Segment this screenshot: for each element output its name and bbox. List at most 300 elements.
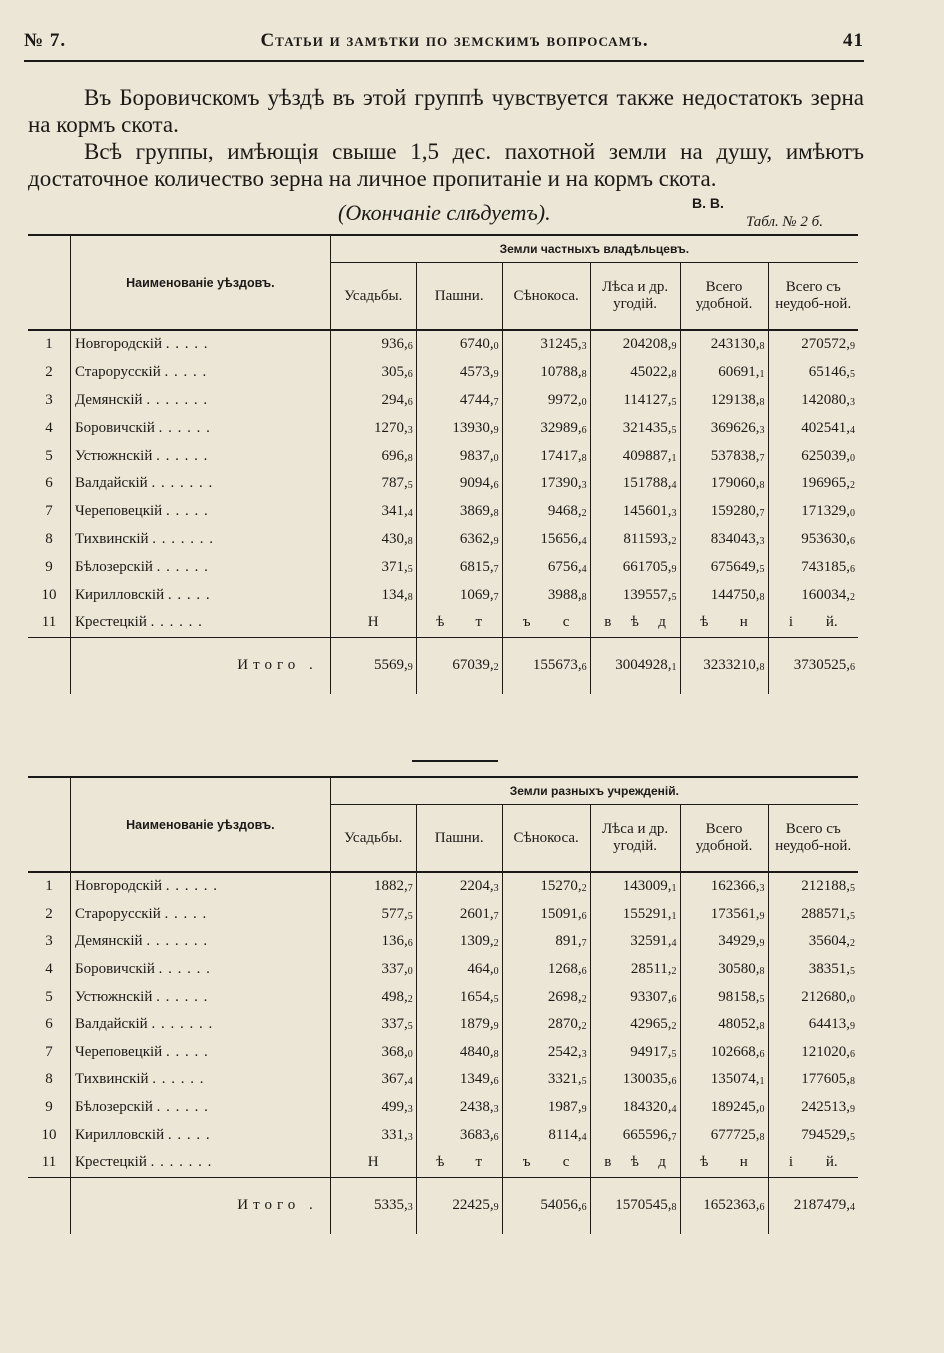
- value-cell: $371,_5$: [330, 553, 416, 581]
- total-row: [28, 637, 858, 694]
- value-decimal: 9: [407, 662, 413, 674]
- value-integer: 13930: [452, 419, 490, 436]
- no-data-cell: [330, 1149, 416, 1177]
- value-decimal: 7: [581, 938, 587, 950]
- value-cell: $102668,_6$: [680, 1039, 768, 1067]
- table-row: [28, 387, 858, 415]
- value-decimal: 2: [407, 993, 413, 1005]
- value-decimal: 1: [759, 369, 765, 381]
- value-integer: 144750: [710, 586, 756, 603]
- leader-dots: . . . . . . .: [151, 475, 214, 492]
- value-decimal: 2: [493, 938, 499, 950]
- value-cell: $3988,_8$: [502, 581, 590, 609]
- value-decimal: 4: [407, 1076, 413, 1088]
- value-cell: $337,_5$: [330, 1011, 416, 1039]
- column-header: Лѣса и др. угодій.: [590, 263, 680, 330]
- row-number: 9: [45, 558, 53, 575]
- value-cell: $98158,_5$: [680, 983, 768, 1011]
- total-row: [28, 1177, 858, 1234]
- value-cell: $144750,_8$: [680, 581, 768, 609]
- no-data-letter: н: [739, 614, 748, 631]
- value-decimal: 6: [581, 424, 587, 436]
- value-decimal: 8: [759, 1131, 765, 1143]
- value-integer: 2870: [547, 1016, 578, 1033]
- value-cell: $184320,_4$: [590, 1094, 680, 1122]
- value-cell: $1268,_6$: [502, 956, 590, 984]
- value-cell: $367,_4$: [330, 1066, 416, 1094]
- value-decimal: 8: [581, 369, 587, 381]
- value-cell: $30580,_8$: [680, 956, 768, 984]
- value-cell: $134,_8$: [330, 581, 416, 609]
- value-integer: 1349: [459, 1071, 490, 1088]
- value-integer: 5335: [373, 1197, 404, 1214]
- district-label: Кирилловскій: [74, 1126, 165, 1143]
- district-name: [70, 1066, 330, 1094]
- value-cell: $9094,_6$: [416, 470, 502, 498]
- value-integer: 173561: [710, 905, 756, 922]
- table-row: [28, 414, 858, 442]
- value-cell: $130035,_6$: [590, 1066, 680, 1094]
- value-cell: $13930,_9$: [416, 414, 502, 442]
- total-value: $22425,_9$: [416, 1177, 502, 1234]
- district-label: Боровичскій: [74, 419, 155, 436]
- value-decimal: 4: [671, 938, 677, 950]
- no-data-cell: [680, 1149, 768, 1177]
- value-decimal: 8: [407, 452, 413, 464]
- value-decimal: 1: [759, 1076, 765, 1088]
- value-cell: $675649,_5$: [680, 553, 768, 581]
- no-data-letter: й.: [825, 614, 838, 631]
- value-decimal: 0: [493, 341, 499, 353]
- value-integer: 371: [381, 558, 404, 575]
- value-cell: $173561,_9$: [680, 901, 768, 929]
- value-cell: $28511,_2$: [590, 956, 680, 984]
- value-decimal: 9: [759, 910, 765, 922]
- value-cell: $9468,_2$: [502, 498, 590, 526]
- value-decimal: 5: [850, 369, 855, 381]
- table-row: [28, 1149, 858, 1177]
- value-integer: 6756: [547, 558, 578, 575]
- value-integer: 270572: [801, 336, 847, 353]
- value-cell: $464,_0$: [416, 956, 502, 984]
- row-number: 6: [45, 475, 53, 492]
- total-spacer: [28, 637, 70, 694]
- value-decimal: 5: [850, 910, 855, 922]
- value-integer: 464: [467, 961, 490, 978]
- value-integer: 212188: [801, 878, 847, 895]
- value-integer: 243130: [710, 336, 756, 353]
- column-header: Всего удобной.: [680, 805, 768, 872]
- row-number: 5: [45, 988, 53, 1005]
- no-data-cell: [590, 609, 680, 637]
- district-label: Валдайскій: [74, 475, 148, 492]
- table-row: [28, 1066, 858, 1094]
- value-cell: $60691,_1$: [680, 359, 768, 387]
- value-decimal: 6: [759, 1048, 765, 1060]
- no-data-letter: ѣ: [700, 1154, 709, 1171]
- institutions-table: [28, 776, 858, 1234]
- value-integer: 64413: [808, 1016, 847, 1033]
- value-cell: $4744,_7$: [416, 387, 502, 415]
- value-decimal: 2: [671, 966, 677, 978]
- table-row: [28, 330, 858, 359]
- value-decimal: 5: [671, 396, 677, 408]
- district-name: [70, 553, 330, 581]
- page-number: 41: [843, 30, 864, 51]
- no-data-cell: [502, 1149, 590, 1177]
- value-decimal: 8: [493, 1048, 499, 1060]
- value-decimal: 3: [759, 883, 765, 895]
- value-cell: $6815,_7$: [416, 553, 502, 581]
- value-decimal: 9: [671, 563, 677, 575]
- value-cell: $136,_6$: [330, 928, 416, 956]
- value-decimal: 3: [407, 424, 413, 436]
- value-integer: 189245: [710, 1099, 756, 1116]
- value-decimal: 5: [407, 910, 413, 922]
- value-cell: $369626,_3$: [680, 414, 768, 442]
- leader-dots: . . . . . .: [150, 614, 203, 631]
- value-decimal: 7: [493, 910, 499, 922]
- value-cell: $2698,_2$: [502, 983, 590, 1011]
- no-data-cell: [416, 609, 502, 637]
- total-value: $3233210,_8$: [680, 637, 768, 694]
- value-integer: 10788: [540, 364, 578, 381]
- value-cell: $243130,_8$: [680, 330, 768, 359]
- leader-dots: . . . . .: [165, 1043, 209, 1060]
- leader-dots: . . . . . .: [152, 1071, 205, 1088]
- issue-number: № 7.: [24, 30, 67, 51]
- value-decimal: 0: [407, 966, 413, 978]
- leader-dots: . . . . . . .: [151, 1016, 214, 1033]
- value-integer: 15270: [540, 878, 578, 895]
- value-integer: 212680: [801, 988, 847, 1005]
- table-label: Табл. № 2 б.: [746, 214, 823, 230]
- table-separator: [412, 760, 498, 762]
- intro-paragraph-1: Въ Боровичскомъ уѣздѣ въ этой группѣ чувствуется также недостатокъ зерна на кормъ скота.: [28, 85, 864, 137]
- value-cell: $15091,_6$: [502, 901, 590, 929]
- value-integer: 3321: [547, 1071, 578, 1088]
- row-number: 7: [45, 503, 53, 520]
- value-decimal: 1: [671, 883, 677, 895]
- value-cell: $151788,_4$: [590, 470, 680, 498]
- value-integer: 15091: [540, 905, 578, 922]
- value-cell: $155291,_1$: [590, 901, 680, 929]
- value-decimal: 5: [671, 1048, 677, 1060]
- value-decimal: 9: [493, 1202, 499, 1214]
- value-integer: 8114: [548, 1126, 578, 1143]
- value-decimal: 8: [759, 591, 765, 603]
- district-name: [70, 330, 330, 359]
- value-integer: 9837: [459, 447, 490, 464]
- value-integer: 130035: [622, 1071, 668, 1088]
- district-label: Устюжнскій: [74, 447, 153, 464]
- value-integer: 1268: [547, 961, 578, 978]
- number-header: [28, 778, 70, 871]
- value-cell: $696,_8$: [330, 442, 416, 470]
- value-cell: $1879,_9$: [416, 1011, 502, 1039]
- value-cell: $1349,_6$: [416, 1066, 502, 1094]
- value-decimal: 3: [581, 480, 587, 492]
- value-decimal: 2: [493, 662, 499, 674]
- table-row: [28, 526, 858, 554]
- value-decimal: 6: [581, 662, 587, 674]
- value-integer: 625039: [801, 447, 847, 464]
- value-integer: 743185: [801, 558, 847, 575]
- table-row: [28, 609, 858, 637]
- row-number: 3: [45, 933, 53, 950]
- value-cell: $811593,_2$: [590, 526, 680, 554]
- value-decimal: 9: [671, 341, 677, 353]
- value-decimal: 5: [671, 424, 677, 436]
- value-cell: $288571,_5$: [768, 901, 858, 929]
- district-label: Бѣлозерскій: [74, 558, 153, 575]
- district-name: [70, 1121, 330, 1149]
- column-header: Усадьбы.: [330, 263, 416, 330]
- value-cell: $8114,_4$: [502, 1121, 590, 1149]
- value-cell: $2870,_2$: [502, 1011, 590, 1039]
- value-integer: 794529: [801, 1126, 847, 1143]
- value-integer: 35604: [808, 933, 847, 950]
- value-integer: 3233210: [703, 657, 756, 674]
- value-cell: $189245,_0$: [680, 1094, 768, 1122]
- value-decimal: 8: [493, 508, 499, 520]
- value-decimal: 9: [581, 1104, 587, 1116]
- value-decimal: 9: [493, 535, 499, 547]
- value-decimal: 3: [759, 535, 765, 547]
- value-integer: 294: [381, 391, 404, 408]
- value-decimal: 4: [671, 480, 677, 492]
- value-cell: $294,_6$: [330, 387, 416, 415]
- value-integer: 38351: [808, 961, 847, 978]
- value-decimal: 6: [581, 1202, 587, 1214]
- value-decimal: 9: [493, 424, 499, 436]
- value-decimal: 3: [581, 341, 587, 353]
- value-integer: 136: [381, 933, 404, 950]
- value-integer: 1652363: [703, 1197, 756, 1214]
- value-integer: 17390: [540, 475, 578, 492]
- value-cell: $121020,_6$: [768, 1039, 858, 1067]
- value-integer: 159280: [710, 503, 756, 520]
- no-data-cell: [416, 1149, 502, 1177]
- author-signature: В. В.: [692, 195, 724, 211]
- district-label: Старорусскій: [74, 364, 161, 381]
- row-number: 1: [45, 878, 53, 895]
- district-name: [70, 442, 330, 470]
- value-integer: 34929: [718, 933, 756, 950]
- value-cell: $212188,_5$: [768, 872, 858, 901]
- value-decimal: 7: [493, 563, 499, 575]
- value-integer: 288571: [801, 905, 847, 922]
- value-cell: $1987,_9$: [502, 1094, 590, 1122]
- no-data-letter: т: [475, 614, 483, 631]
- value-cell: $135074,_1$: [680, 1066, 768, 1094]
- value-cell: $625039,_0$: [768, 442, 858, 470]
- value-decimal: 4: [581, 535, 587, 547]
- value-integer: 1882: [373, 878, 404, 895]
- value-cell: $3321,_5$: [502, 1066, 590, 1094]
- value-integer: 675649: [710, 558, 756, 575]
- value-integer: 787: [381, 475, 404, 492]
- value-integer: 196965: [801, 475, 847, 492]
- leader-dots: . . . . .: [164, 905, 208, 922]
- value-decimal: 7: [493, 396, 499, 408]
- value-integer: 665596: [622, 1126, 668, 1143]
- value-decimal: 7: [671, 1131, 677, 1143]
- value-decimal: 6: [407, 369, 413, 381]
- value-integer: 65146: [808, 364, 847, 381]
- value-decimal: 0: [850, 993, 855, 1005]
- leader-dots: . . . . . . .: [152, 530, 215, 547]
- value-decimal: 8: [671, 369, 677, 381]
- value-cell: $331,_3$: [330, 1121, 416, 1149]
- value-decimal: 3: [581, 1048, 587, 1060]
- value-integer: 28511: [630, 961, 668, 978]
- value-integer: 3004928: [615, 657, 668, 674]
- value-integer: 98158: [718, 988, 756, 1005]
- value-integer: 145601: [622, 503, 668, 520]
- value-integer: 6740: [459, 336, 490, 353]
- value-cell: $1270,_3$: [330, 414, 416, 442]
- value-integer: 430: [381, 530, 404, 547]
- value-decimal: 8: [581, 591, 587, 603]
- value-decimal: 8: [581, 452, 587, 464]
- value-cell: $177605,_8$: [768, 1066, 858, 1094]
- value-decimal: 1: [671, 452, 677, 464]
- table-row: [28, 581, 858, 609]
- value-integer: 811593: [623, 530, 668, 547]
- value-cell: $743185,_6$: [768, 553, 858, 581]
- no-data-letter: Н: [367, 614, 379, 631]
- value-cell: $114127,_5$: [590, 387, 680, 415]
- value-decimal: 9: [493, 1021, 499, 1033]
- leader-dots: . . . . . .: [158, 961, 211, 978]
- value-integer: 3988: [547, 586, 578, 603]
- value-integer: 1654: [459, 988, 490, 1005]
- row-number: 11: [41, 614, 57, 631]
- value-integer: 6362: [459, 530, 490, 547]
- value-decimal: 8: [759, 1021, 765, 1033]
- value-decimal: 0: [850, 508, 855, 520]
- district-name-header: Наименованіе уѣздовъ.: [70, 236, 330, 329]
- value-integer: 331: [381, 1126, 404, 1143]
- value-cell: $15270,_2$: [502, 872, 590, 901]
- value-cell: $2438,_3$: [416, 1094, 502, 1122]
- table-row: [28, 1094, 858, 1122]
- value-integer: 32591: [630, 933, 668, 950]
- value-cell: $10788,_8$: [502, 359, 590, 387]
- district-label: Боровичскій: [74, 961, 155, 978]
- value-cell: $45022,_8$: [590, 359, 680, 387]
- value-decimal: 8: [759, 966, 765, 978]
- no-data-cell: [502, 609, 590, 637]
- row-number: 2: [45, 364, 53, 381]
- value-integer: 204208: [622, 336, 668, 353]
- value-cell: $341,_4$: [330, 498, 416, 526]
- value-decimal: 9: [493, 369, 499, 381]
- value-decimal: 3: [407, 1104, 413, 1116]
- value-decimal: 6: [850, 662, 855, 674]
- no-data-cell: [330, 609, 416, 637]
- district-name: [70, 1011, 330, 1039]
- value-cell: $15656,_4$: [502, 526, 590, 554]
- value-cell: $936,_6$: [330, 330, 416, 359]
- district-label: Демянскій: [74, 933, 143, 950]
- header-rule: [24, 60, 864, 62]
- intro-text: [28, 84, 864, 192]
- column-header: Сѣнокоса.: [502, 805, 590, 872]
- continuation-note: (Окончаніе слѣдуетъ).: [338, 200, 551, 225]
- district-label: Устюжнскій: [74, 988, 153, 1005]
- value-cell: $4573,_9$: [416, 359, 502, 387]
- value-decimal: 2: [671, 1021, 677, 1033]
- value-decimal: 6: [850, 563, 855, 575]
- column-header: Всего удобной.: [680, 263, 768, 330]
- no-data-letter: д: [658, 1154, 666, 1171]
- value-integer: 537838: [710, 447, 756, 464]
- value-integer: 9972: [547, 391, 578, 408]
- private-owners-table: [28, 234, 858, 694]
- value-decimal: 8: [759, 480, 765, 492]
- column-header: Всего съ неудоб-ной.: [768, 263, 858, 330]
- district-label: Тихвинскій: [74, 1071, 149, 1088]
- value-decimal: 4: [850, 424, 855, 436]
- no-data-letter: і: [788, 614, 794, 631]
- row-number: 2: [45, 905, 53, 922]
- value-decimal: 5: [407, 563, 413, 575]
- value-integer: 3683: [459, 1126, 490, 1143]
- value-integer: 661705: [622, 558, 668, 575]
- value-cell: $6362,_9$: [416, 526, 502, 554]
- total-value: $1652363,_6$: [680, 1177, 768, 1234]
- value-integer: 60691: [718, 364, 756, 381]
- value-cell: $159280,_7$: [680, 498, 768, 526]
- value-integer: 2438: [459, 1099, 490, 1116]
- value-decimal: 2: [581, 1021, 587, 1033]
- value-decimal: 5: [850, 883, 855, 895]
- value-cell: $65146,_5$: [768, 359, 858, 387]
- value-integer: 2698: [547, 988, 578, 1005]
- value-decimal: 4: [581, 563, 587, 575]
- value-integer: 341: [381, 503, 404, 520]
- value-decimal: 4: [850, 1202, 855, 1214]
- table-row: [28, 1011, 858, 1039]
- value-integer: 305: [381, 364, 404, 381]
- table-row: [28, 1121, 858, 1149]
- no-data-letter: ѣ: [630, 1154, 639, 1171]
- district-name: [70, 609, 330, 637]
- leader-dots: . . . . .: [167, 586, 211, 603]
- value-integer: 337: [381, 1016, 404, 1033]
- district-label: Череповецкій: [74, 1043, 163, 1060]
- total-value: $67039,_2$: [416, 637, 502, 694]
- district-name: [70, 359, 330, 387]
- total-value: $3730525,_6$: [768, 637, 858, 694]
- value-decimal: 8: [759, 341, 765, 353]
- value-integer: 45022: [630, 364, 668, 381]
- value-cell: $162366,_3$: [680, 872, 768, 901]
- value-integer: 3730525: [793, 657, 847, 674]
- row-number: 10: [41, 586, 57, 603]
- leader-dots: . . . . . .: [165, 878, 218, 895]
- value-cell: $665596,_7$: [590, 1121, 680, 1149]
- value-cell: $32591,_4$: [590, 928, 680, 956]
- value-decimal: 7: [493, 591, 499, 603]
- value-cell: $498,_2$: [330, 983, 416, 1011]
- leader-dots: . . . . . . .: [146, 391, 209, 408]
- row-number: 5: [45, 447, 53, 464]
- value-cell: $145601,_3$: [590, 498, 680, 526]
- value-decimal: 5: [581, 1076, 587, 1088]
